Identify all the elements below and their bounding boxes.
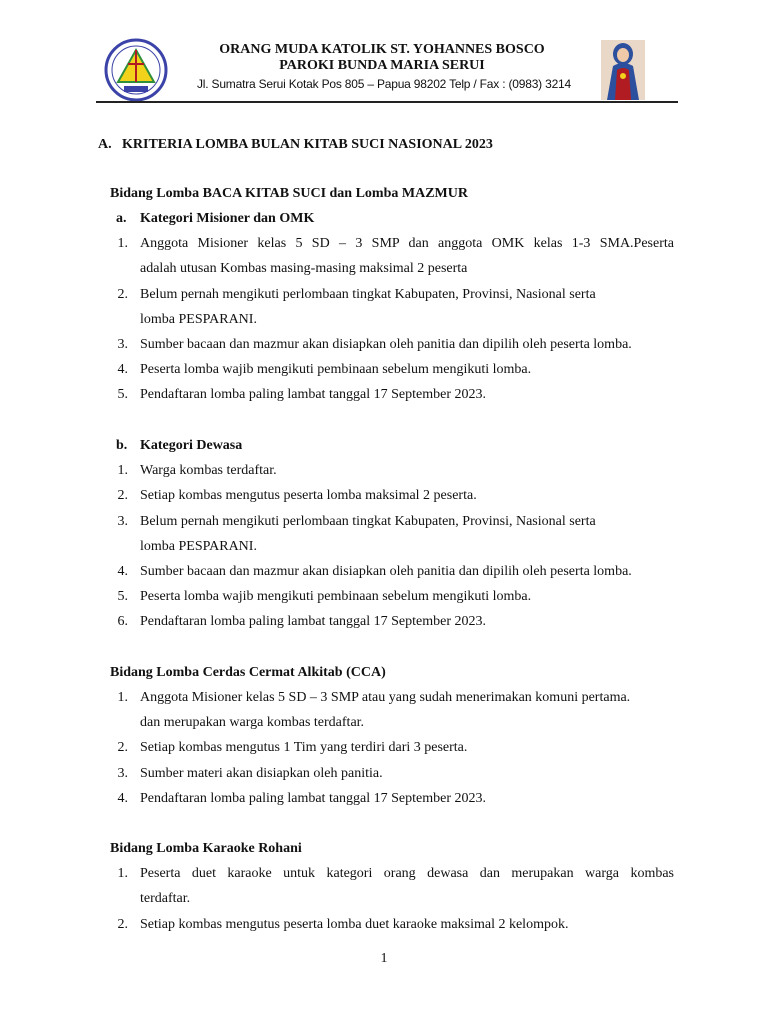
list-item-line: Anggota Misioner kelas 5 SD – 3 SMP dan anggota OMK kelas 1-3 SMA.Peserta (140, 236, 674, 251)
cat-b-label: b. (116, 438, 128, 453)
list-number: 1. (117, 690, 128, 705)
list-item-line: adalah utusan Kombas masing-masing maksimal 2 peserta (140, 261, 468, 276)
list-item-line: Pendaftaran lomba paling lambat tanggal 17 September 2023. (140, 614, 487, 629)
list-item-line: lomba PESPARANI. (140, 539, 257, 554)
list-number: 5. (117, 387, 128, 402)
list-number: 2. (117, 488, 128, 503)
list-item-line: Pendaftaran lomba paling lambat tanggal 17 September 2023. (140, 387, 487, 402)
list-item-line: lomba PESPARANI. (140, 312, 257, 327)
list-number: 2. (117, 740, 128, 755)
list-item-line: Peserta duet karaoke untuk kategori orang dewasa dan merupakan warga kombas (140, 866, 674, 881)
karaoke-title: Bidang Lomba Karaoke Rohani (110, 841, 302, 856)
parish-name: PAROKI BUNDA MARIA SERUI (279, 58, 485, 73)
list-number: 4. (117, 564, 128, 579)
list-item-line: Sumber bacaan dan mazmur akan disiapkan oleh panitia dan dipilih oleh peserta lomba. (140, 564, 632, 579)
list-item-line: Belum pernah mengikuti perlombaan tingkat Kabupaten, Provinsi, Nasional serta (140, 514, 596, 529)
list-number: 3. (117, 514, 128, 529)
list-item-line: Anggota Misioner kelas 5 SD – 3 SMP atau yang sudah menerimakan komuni pertama. (140, 690, 631, 705)
list-number: 3. (117, 337, 128, 352)
list-item-line: Setiap kombas mengutus 1 Tim yang terdiri dari 3 peserta. (140, 740, 468, 755)
cca-title: Bidang Lomba Cerdas Cermat Alkitab (CCA) (110, 665, 386, 680)
list-item-line: Setiap kombas mengutus peserta lomba duet karaoke maksimal 2 kelompok. (140, 917, 569, 932)
address: Jl. Sumatra Serui Kotak Pos 805 – Papua 98202 Telp / Fax : (0983) 3214 (196, 77, 572, 91)
list-item-line: Peserta lomba wajib mengikuti pembinaan sebelum mengikuti lomba. (140, 362, 532, 377)
list-number: 5. (117, 589, 128, 604)
omk-logo (104, 38, 168, 102)
list-item-line: Sumber bacaan dan mazmur akan disiapkan oleh panitia dan dipilih oleh peserta lomba. (140, 337, 632, 352)
cat-a-label: a. (116, 211, 127, 226)
list-item-line: Setiap kombas mengutus peserta lomba maksimal 2 peserta. (140, 488, 477, 503)
cat-a-title: Kategori Misioner dan OMK (140, 211, 315, 226)
baca-title: Bidang Lomba BACA KITAB SUCI dan Lomba MAZMUR (110, 186, 468, 201)
list-item-line: dan merupakan warga kombas terdaftar. (140, 715, 365, 730)
section-a-title: KRITERIA LOMBA BULAN KITAB SUCI NASIONAL 2023 (122, 137, 493, 152)
virgin-mary-image (601, 40, 645, 100)
list-number: 2. (117, 917, 128, 932)
org-name: ORANG MUDA KATOLIK ST. YOHANNES BOSCO (219, 42, 545, 57)
list-number: 1. (117, 236, 128, 251)
list-item-line: Peserta lomba wajib mengikuti pembinaan sebelum mengikuti lomba. (140, 589, 532, 604)
header-divider (96, 101, 678, 103)
list-item-line: Warga kombas terdaftar. (140, 463, 277, 478)
section-a-label: A. (98, 137, 112, 152)
list-item-line: Belum pernah mengikuti perlombaan tingkat Kabupaten, Provinsi, Nasional serta (140, 287, 596, 302)
list-item-line: Pendaftaran lomba paling lambat tanggal 17 September 2023. (140, 791, 487, 806)
list-number: 6. (117, 614, 128, 629)
list-number: 2. (117, 287, 128, 302)
list-item-line: Sumber materi akan disiapkan oleh panitia. (140, 766, 383, 781)
list-number: 3. (117, 766, 128, 781)
cat-b-title: Kategori Dewasa (140, 438, 243, 453)
list-number: 4. (117, 362, 128, 377)
list-number: 1. (117, 463, 128, 478)
list-number: 1. (117, 866, 128, 881)
page-number: 1 (380, 951, 388, 966)
list-item-line: terdaftar. (140, 891, 191, 906)
list-number: 4. (117, 791, 128, 806)
